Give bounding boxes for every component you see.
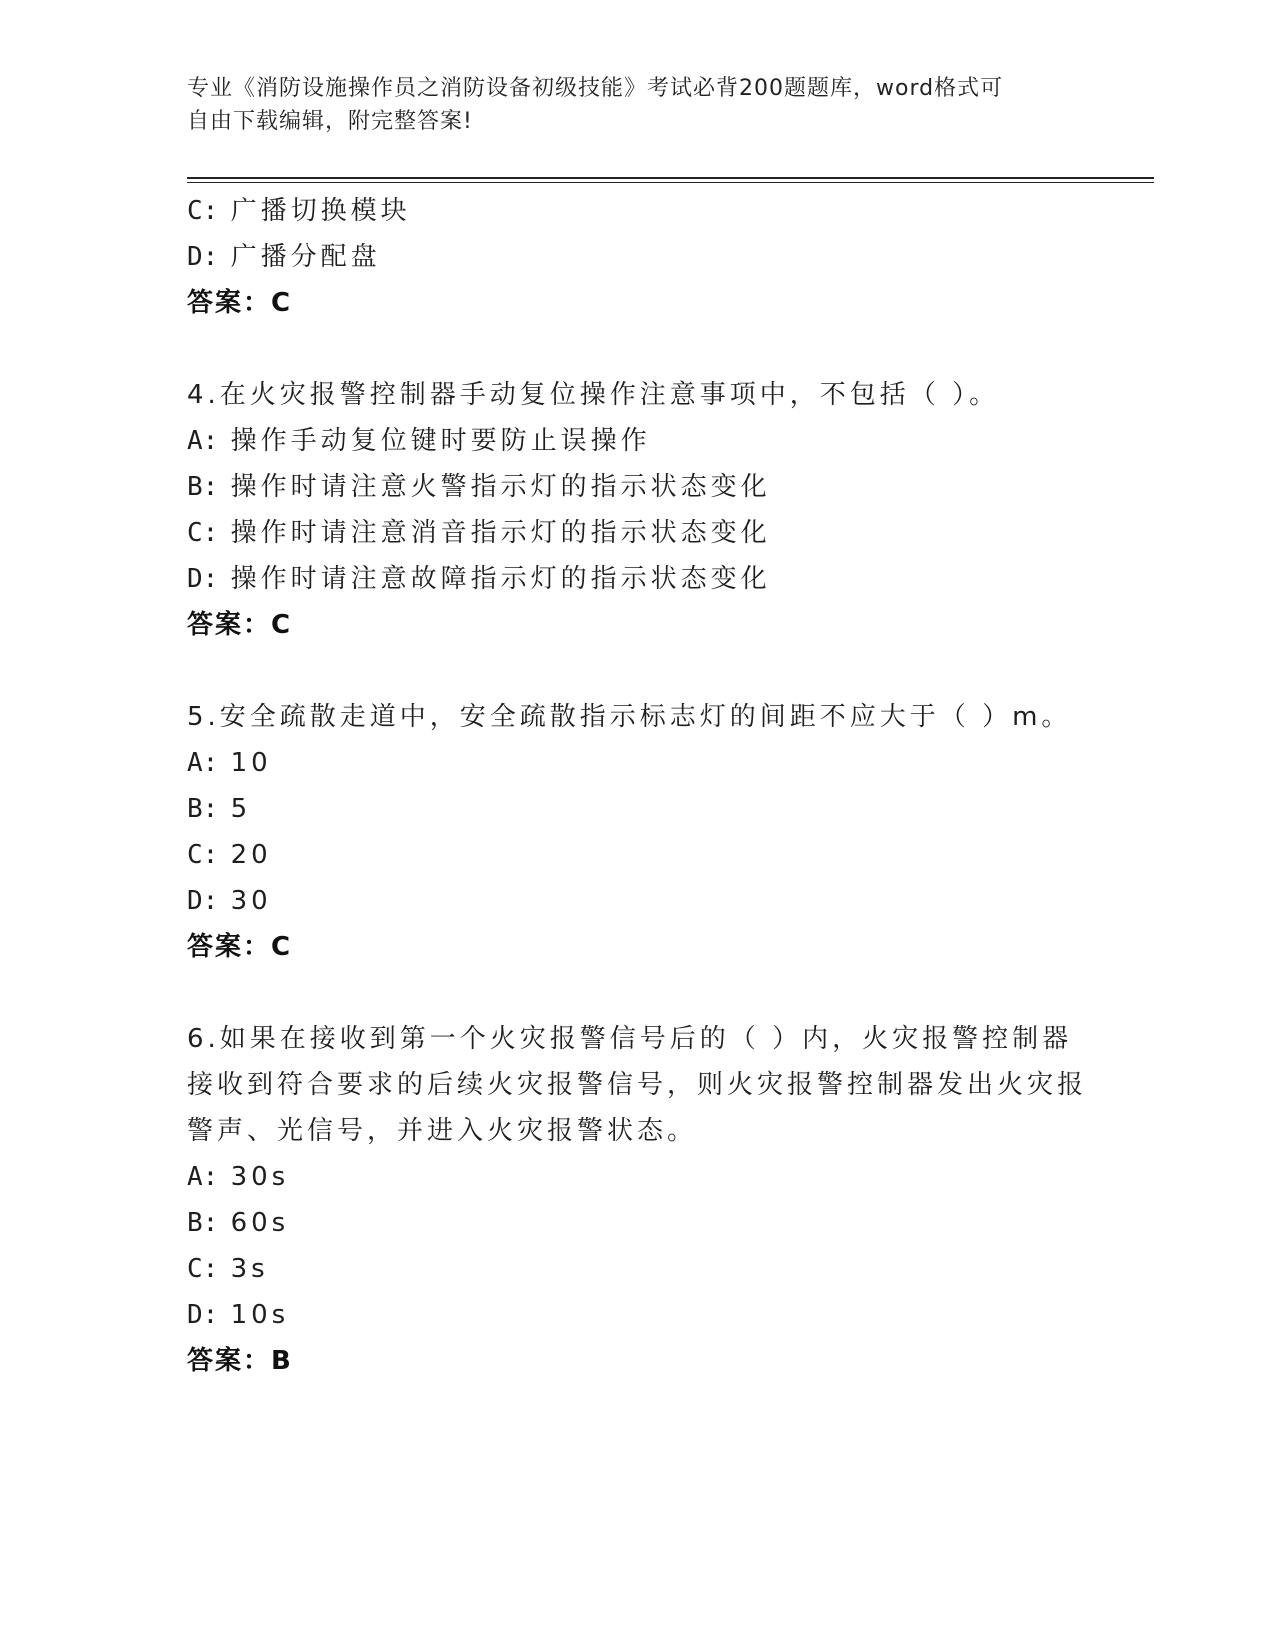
- question-5: [187, 694, 1087, 970]
- option-text: 操作时请注意火警指示灯的指示状态变化: [230, 472, 771, 502]
- option-text: 10: [230, 748, 272, 778]
- option-text: 30: [230, 886, 272, 916]
- answer: 答案：C: [187, 932, 293, 962]
- option-letter: B:: [187, 794, 219, 824]
- option-text: 3s: [230, 1254, 269, 1284]
- option-letter: C:: [187, 518, 219, 548]
- spacer: [187, 970, 1087, 1016]
- question-stem-line-3: 警声、光信号，并进入火灾报警状态。: [187, 1116, 698, 1146]
- option-d: [187, 1292, 1087, 1338]
- option-a: [187, 418, 1087, 464]
- document-header: [187, 72, 1067, 138]
- question-list: [187, 188, 1087, 1384]
- option-letter: C:: [187, 840, 219, 870]
- option-letter: D:: [187, 564, 219, 594]
- option-text: 操作时请注意消音指示灯的指示状态变化: [230, 518, 771, 548]
- question-stem-line-2: 接收到符合要求的后续火灾报警信号，则火灾报警控制器发出火灾报: [187, 1070, 1088, 1100]
- option-text: 操作手动复位键时要防止误操作: [230, 426, 651, 456]
- header-divider-thin: [187, 182, 1154, 183]
- spacer: [187, 326, 1087, 372]
- question-stem: 5.安全疏散走道中，安全疏散指示标志灯的间距不应大于（ ）m。: [187, 702, 1072, 732]
- option-d: [187, 556, 1087, 602]
- option-d: [187, 234, 1087, 280]
- option-letter: D:: [187, 886, 219, 916]
- option-text: 60s: [230, 1208, 290, 1238]
- option-c: [187, 1246, 1087, 1292]
- option-letter: B:: [187, 1208, 219, 1238]
- option-letter: A:: [187, 1162, 219, 1192]
- question-6: [187, 1016, 1087, 1384]
- question-stem: 4.在火灾报警控制器手动复位操作注意事项中，不包括（ ）。: [187, 380, 1000, 410]
- answer: 答案：C: [187, 610, 293, 640]
- option-letter: D:: [187, 1300, 219, 1330]
- option-letter: B:: [187, 472, 219, 502]
- option-text: 20: [230, 840, 272, 870]
- option-b: [187, 786, 1087, 832]
- question-3-partial: [187, 188, 1087, 326]
- spacer: [187, 648, 1087, 694]
- option-text: 10s: [230, 1300, 290, 1330]
- answer: 答案：B: [187, 1346, 293, 1376]
- option-letter: C:: [187, 1254, 219, 1284]
- question-4: [187, 372, 1087, 648]
- option-text: 30s: [230, 1162, 290, 1192]
- option-letter: C:: [187, 196, 219, 226]
- option-c: [187, 832, 1087, 878]
- option-letter: D:: [187, 242, 219, 272]
- option-text: 广播切换模块: [230, 196, 411, 226]
- option-a: [187, 740, 1087, 786]
- header-divider-thick: [187, 177, 1154, 179]
- option-c: [187, 188, 1087, 234]
- option-text: 操作时请注意故障指示灯的指示状态变化: [230, 564, 771, 594]
- option-letter: A:: [187, 426, 219, 456]
- answer: 答案：C: [187, 288, 293, 318]
- option-text: 5: [230, 794, 252, 824]
- option-b: [187, 464, 1087, 510]
- option-d: [187, 878, 1087, 924]
- header-line-2: 自由下载编辑，附完整答案!: [187, 109, 473, 134]
- header-line-1: 专业《消防设施操作员之消防设备初级技能》考试必背200题题库，word格式可: [187, 76, 1004, 101]
- option-c: [187, 510, 1087, 556]
- option-a: [187, 1154, 1087, 1200]
- option-b: [187, 1200, 1087, 1246]
- option-letter: A:: [187, 748, 219, 778]
- option-text: 广播分配盘: [230, 242, 381, 272]
- question-stem-line-1: 6.如果在接收到第一个火灾报警信号后的（ ）内，火灾报警控制器: [187, 1024, 1073, 1054]
